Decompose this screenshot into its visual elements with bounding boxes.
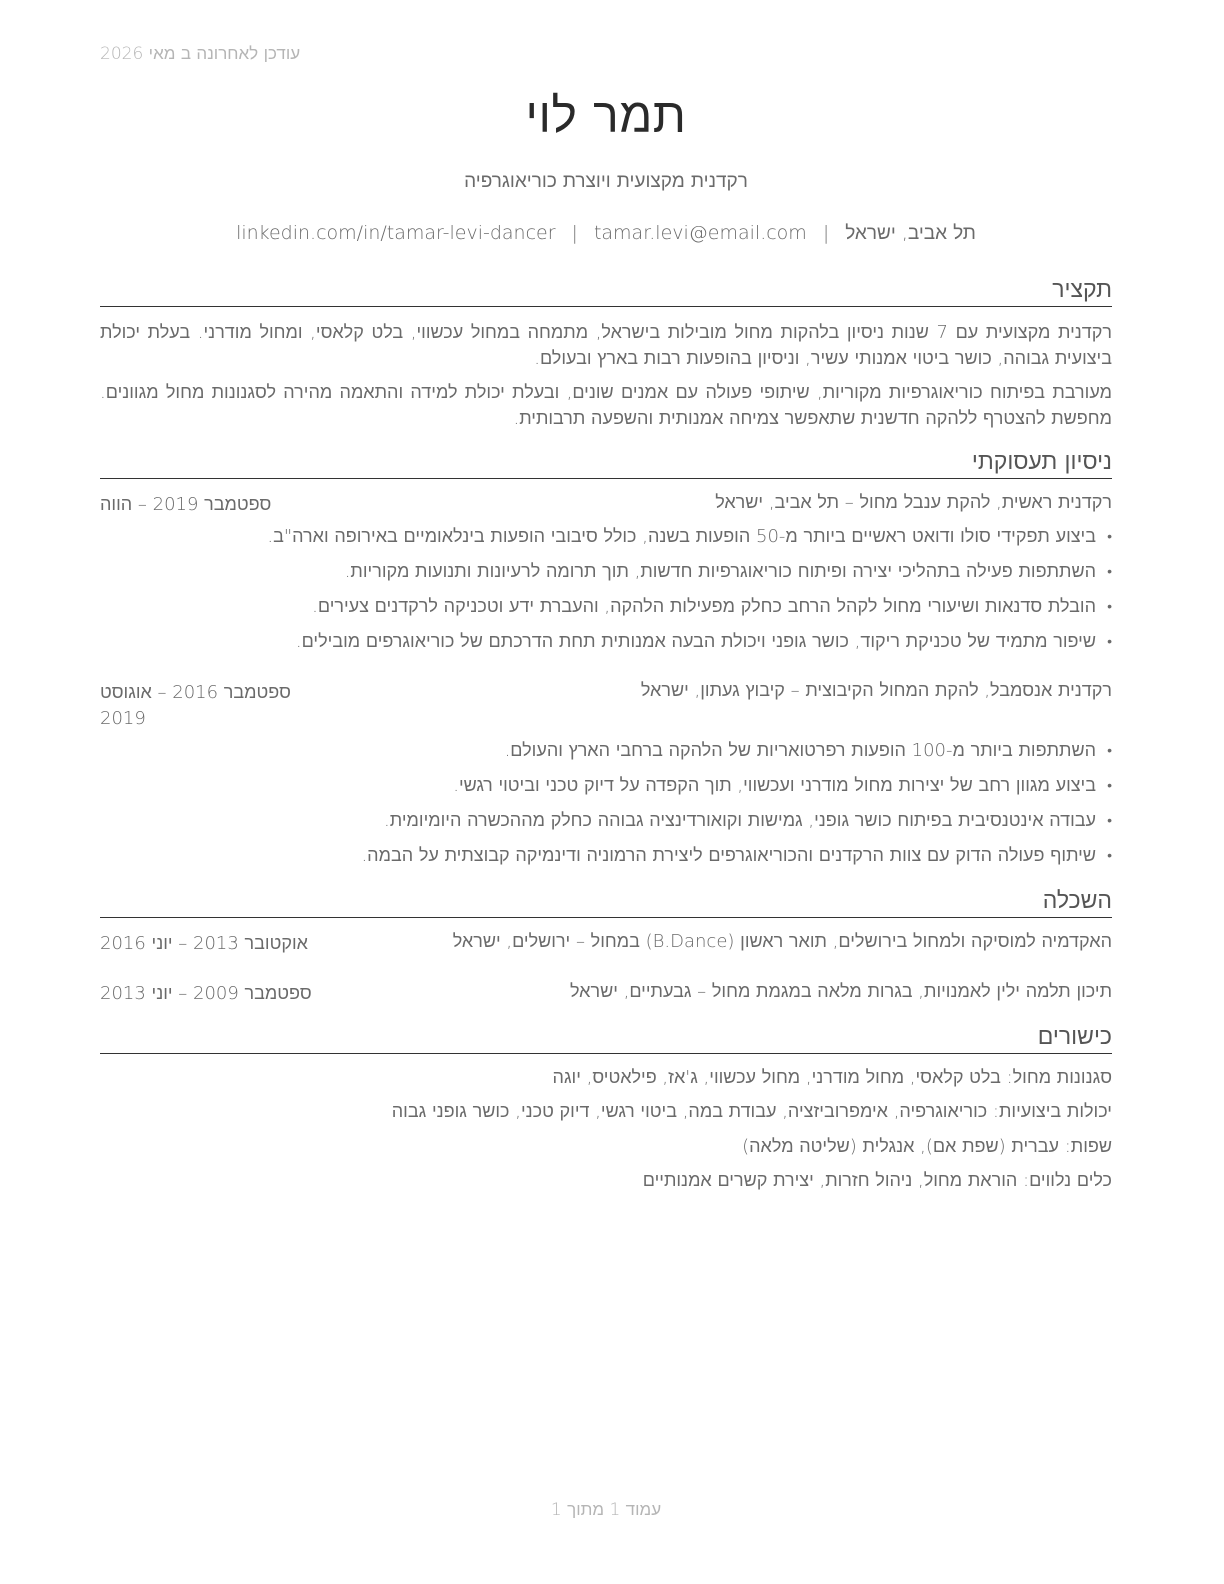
contact-separator: | xyxy=(571,222,578,244)
job-role: רקדנית ראשית, להקת ענבל מחול – תל אביב, ישראל xyxy=(715,492,1112,513)
email-link[interactable]: tamar.levi@email.com xyxy=(593,222,807,244)
candidate-name: תמר לוי xyxy=(525,88,687,144)
list-item: • השתתפות ביותר מ-100 הופעות רפרטואריות של הלהקה ברחבי הארץ והעולם. xyxy=(100,738,1112,773)
education-school: תיכון תלמה ילין לאמנויות, בגרות מלאה במגמת מחול – גבעתיים, ישראל xyxy=(569,981,1112,1002)
job-bullets xyxy=(100,524,1112,664)
section-title-summary: תקציר xyxy=(100,275,1112,307)
section-title-education: השכלה xyxy=(100,886,1112,918)
education-school: האקדמיה למוסיקה ולמחול בירושלים, תואר ראשון (B.Dance) במחול – ירושלים, ישראל xyxy=(452,931,1112,952)
summary-paragraph: רקדנית מקצועית עם 7 שנות ניסיון בלהקות מחול מובילות בישראל, מתמחה במחול עכשווי, בלט קלאסי, ומחול מודרני. בעלת יכולת ביצועית גבוהה, כושר ביטוי אמנותי עשיר, וניסיון בהופעות רבות בארץ ובעולם. xyxy=(100,322,1113,369)
location: תל אביב, ישראל xyxy=(845,222,976,244)
list-item: • הובלת סדנאות ושיעורי מחול לקהל הרחב כחלק מפעילות הלהקה, והעברת ידע וטכניקה לרקדנים צעירים. xyxy=(100,594,1112,629)
skill-line: יכולות ביצועיות: כוריאוגרפיה, אימפרוביזציה, עבודת במה, ביטוי רגשי, דיוק טכני, כושר גופני גבוה xyxy=(391,1101,1112,1122)
education-entry xyxy=(100,931,1112,957)
linkedin-link[interactable]: linkedin.com/in/tamar-levi-dancer xyxy=(236,222,556,244)
page-number: עמוד 1 מתוך 1 xyxy=(550,1500,662,1520)
contact-separator: | xyxy=(822,222,830,244)
job-bullets xyxy=(100,738,1112,878)
candidate-subtitle: רקדנית מקצועית ויוצרת כוריאוגרפיה xyxy=(464,170,748,192)
skill-line: כלים נלווים: הוראת מחול, ניהול חזרות, יצירת קשרים אמנותיים xyxy=(642,1170,1112,1191)
education-dates: אוקטובר 2013 – יוני 2016 xyxy=(100,933,308,954)
list-item: • שיתוף פעולה הדוק עם צוות הרקדנים והכוריאוגרפים ליצירת הרמוניה ודינמיקה קבוצתית על הבמה. xyxy=(100,843,1112,878)
section-title-experience: ניסיון תעסוקתי xyxy=(100,447,1112,479)
contact-line xyxy=(100,222,1112,245)
job-entry xyxy=(100,680,1112,734)
job-dates: ספטמבר 2016 – אוגוסט 2019 xyxy=(100,682,291,729)
summary-paragraph: מעורבת בפיתוח כוריאוגרפיות מקוריות, שיתופי פעולה עם אמנים שונים, ובעלת יכולת למידה והתאמה מהירה לסגנונות מחול מגוונים. מחפשת להצטרף ללהקה חדשנית שתאפשר צמיחה אמנותית והשפעה תרבותית. xyxy=(100,382,1112,429)
job-entry xyxy=(100,492,1112,518)
skill-line: סגנונות מחול: בלט קלאסי, מחול מודרני, מחול עכשווי, ג'אז, פילאטיס, יוגה xyxy=(552,1067,1112,1088)
job-role: רקדנית אנסמבל, להקת המחול הקיבוצית – קיבוץ געתון, ישראל xyxy=(640,680,1112,701)
education-dates: ספטמבר 2009 – יוני 2013 xyxy=(100,983,312,1004)
list-item: • שיפור מתמיד של טכניקת ריקוד, כושר גופני ויכולת הבעה אמנותית תחת הדרכתם של כוריאוגרפים מובילים. xyxy=(100,629,1112,664)
list-item: • ביצוע מגוון רחב של יצירות מחול מודרני ועכשווי, תוך הקפדה על דיוק טכני וביטוי רגשי. xyxy=(100,773,1112,808)
education-entry xyxy=(100,981,1112,1007)
list-item: • ביצוע תפקידי סולו ודואט ראשיים ביותר מ-50 הופעות בשנה, כולל סיבובי הופעות בינלאומיים באירופה וארה"ב. xyxy=(100,524,1112,559)
last-updated: עודכן לאחרונה ב מאי 2026 xyxy=(100,44,301,64)
job-dates: ספטמבר 2019 – הווה xyxy=(100,494,272,515)
list-item: • עבודה אינטנסיבית בפיתוח כושר גופני, גמישות וקואורדינציה גבוהה כחלק מההכשרה היומיומית. xyxy=(100,808,1112,843)
resume-page xyxy=(100,0,1112,1584)
skill-line: שפות: עברית (שפת אם), אנגלית (שליטה מלאה) xyxy=(742,1136,1112,1157)
section-title-skills: כישורים xyxy=(100,1022,1112,1054)
list-item: • השתתפות פעילה בתהליכי יצירה ופיתוח כוריאוגרפיות חדשות, תוך תרומה לרעיונות ותנועות מקוריות. xyxy=(100,559,1112,594)
